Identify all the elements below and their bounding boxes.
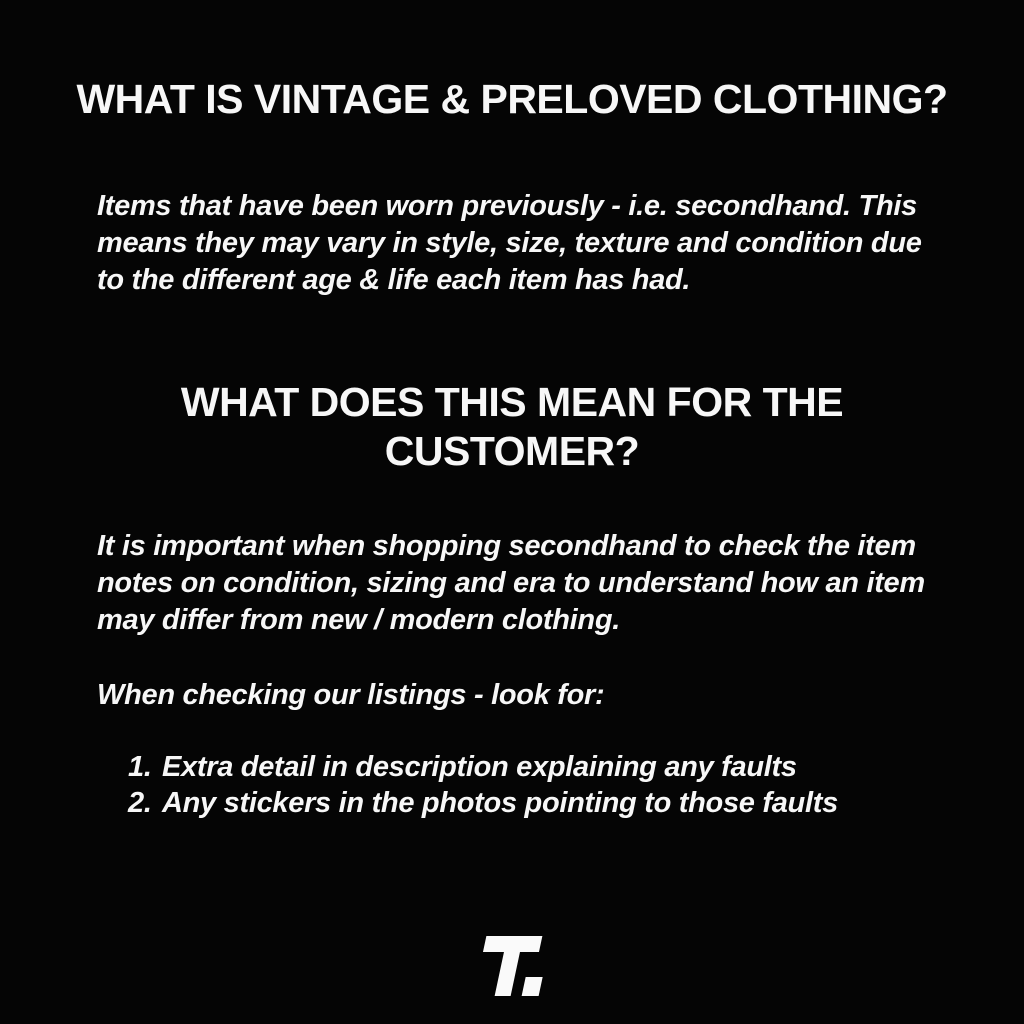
customer-line-3: may differ from new / modern clothing. [97, 604, 621, 636]
checklist-item-text: Extra detail in description explaining any faults [162, 751, 797, 783]
checklist-item-text: Any stickers in the photos pointing to those faults [162, 787, 838, 819]
heading-customer-line-2: CUSTOMER? [384, 428, 640, 474]
listings-checklist [128, 749, 838, 821]
listings-intro-text: When checking our listings - look for: [97, 679, 605, 711]
heading-customer-line-1: WHAT DOES THIS MEAN FOR THE [180, 379, 844, 425]
customer-line-1: It is important when shopping secondhand to check the item [97, 530, 916, 562]
heading-what-is-vintage: WHAT IS VINTAGE & PRELOVED CLOTHING? [76, 76, 948, 122]
intro-paragraph [97, 188, 922, 299]
checklist-item-number: 2. [128, 787, 152, 819]
checklist-item-number: 1. [128, 751, 152, 783]
logo-period-shape [522, 977, 543, 996]
checklist-item [128, 749, 838, 785]
brand-logo-t [470, 936, 557, 996]
intro-line-2: means they may vary in style, size, texture and condition due [97, 227, 922, 259]
customer-line-2: notes on condition, sizing and era to understand how an item [97, 567, 925, 599]
intro-line-3: to the different age & life each item has had. [97, 264, 691, 296]
intro-line-1: Items that have been worn previously - i.e. secondhand. This [97, 190, 917, 222]
checklist-item [128, 785, 838, 821]
heading-customer-meaning [0, 378, 1024, 476]
customer-paragraph [97, 528, 925, 639]
